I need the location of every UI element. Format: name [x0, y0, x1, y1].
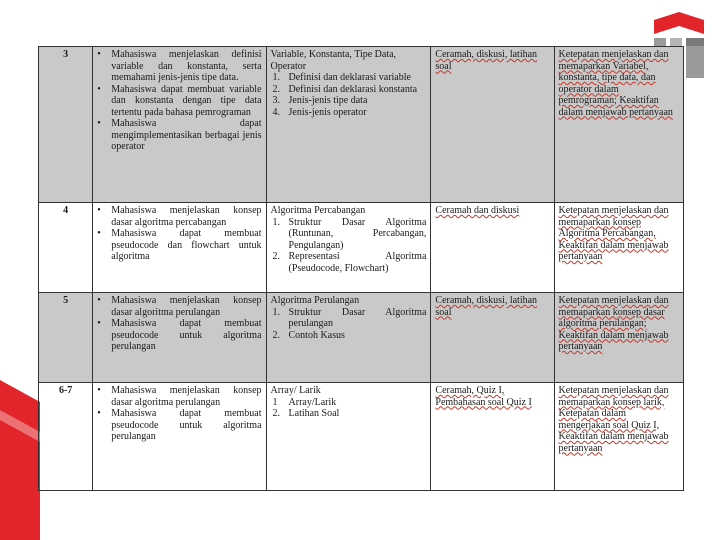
course-plan-table [38, 46, 684, 491]
bullet-icon: • [97, 83, 101, 95]
meeting-number: 3 [39, 47, 93, 203]
list-item [97, 84, 261, 119]
red-corner-decoration [0, 380, 40, 540]
list-item [271, 95, 427, 107]
method-text: Ceramah dan diskusi [435, 205, 520, 216]
item-number: 1 [272, 396, 278, 408]
material-item-text: Jenis-jenis operator [288, 106, 367, 118]
learning-outcome-text: Mahasiswa dapat mengimplementasikan berbagai jenis operator [111, 118, 262, 152]
learning-outcome-text: Mahasiswa menjelaskan konsep dasar algoritma perulangan [111, 385, 262, 408]
list-item [97, 205, 261, 228]
list-item [97, 295, 261, 318]
material-item-text: Struktur Dasar Algoritma (Runtunan, Percabangan, Pengulangan) [288, 216, 427, 251]
learning-outcome-text: Mahasiswa menjelaskan konsep dasar algoritma perulangan [111, 295, 262, 318]
item-number: 2. [272, 251, 281, 262]
list-item [271, 408, 427, 420]
bullet-icon: • [97, 49, 101, 60]
list-item [97, 385, 261, 408]
material-item-text: Array/Larik [288, 396, 337, 408]
method-cell [431, 293, 554, 383]
material-cell [266, 293, 431, 383]
list-item [97, 318, 261, 353]
list-item [97, 118, 261, 153]
bullet-icon: • [97, 295, 101, 306]
material-cell [266, 203, 431, 293]
indicator-text: Ketepatan menjelaskan dan memaparkan konsep dasar algoritma perulangan; Keaktifan dalam menjawab pertanyaan [558, 295, 669, 352]
bullet-icon: • [97, 385, 101, 396]
material-list [271, 217, 427, 275]
learning-outcome-text: Mahasiswa menjelaskan konsep dasar algoritma percabangan [111, 205, 262, 228]
item-number: 1. [272, 306, 281, 318]
learning-outcomes-list [97, 385, 261, 443]
learning-outcomes-list [97, 205, 261, 263]
learning-outcomes-list [97, 295, 261, 353]
material-title: Algoritma Perulangan [270, 295, 360, 306]
bullet-icon: • [97, 228, 101, 239]
list-item [271, 330, 427, 342]
material-list [271, 72, 427, 118]
indicator-cell [554, 203, 683, 293]
list-item [271, 217, 427, 252]
indicator-cell [554, 47, 683, 203]
list-item [271, 251, 427, 274]
material-title: Array/ Larik [270, 385, 321, 396]
learning-outcomes-cell [93, 293, 266, 383]
table-row [39, 203, 684, 293]
learning-outcome-text: Mahasiswa menjelaskan definisi variable dan konstanta, serta memahami jenis-jenis tipe data. [111, 49, 262, 83]
item-number: 2. [272, 408, 281, 419]
list-item [271, 72, 427, 84]
material-item-text: Definisi dan deklarasi konstanta [288, 83, 418, 95]
method-cell [431, 203, 554, 293]
list-item [271, 107, 427, 119]
material-title: Variable, Konstanta, Tipe Data, Operator [270, 49, 397, 72]
list-item [97, 408, 261, 443]
indicator-text: Ketepatan menjelaskan dan memaparkan Variabel, konstanta, tipe data, dan operator dalam pemrograman; Keaktifan dalam menjawab pertanyaan [558, 49, 673, 118]
meeting-number: 5 [39, 293, 93, 383]
material-item-text: Jenis-jenis tipe data [288, 95, 368, 106]
item-number: 2. [272, 329, 281, 341]
list-item [271, 84, 427, 96]
material-list [271, 397, 427, 420]
bullet-icon: • [97, 318, 101, 329]
method-text: Ceramah, diskusi, latihan soal [435, 49, 538, 72]
material-list [271, 307, 427, 342]
learning-outcome-text: Mahasiswa dapat membuat pseudocode dan flowchart untuk algoritma [111, 228, 262, 262]
item-number: 2. [272, 83, 281, 95]
indicator-cell [554, 383, 683, 491]
table-row [39, 293, 684, 383]
learning-outcome-text: Mahasiswa dapat membuat pseudocode untuk algoritma perulangan [111, 318, 262, 352]
learning-outcomes-cell [93, 203, 266, 293]
learning-outcomes-list [97, 49, 261, 153]
indicator-cell [554, 293, 683, 383]
indicator-text: Ketepatan menjelaskan dan memaparkan konsep Algoritma Percabangan, Keaktifan dalam menjawab pertanyaan [558, 205, 669, 262]
bullet-icon: • [97, 205, 101, 216]
material-item-text: Latihan Soal [288, 408, 340, 419]
table-row [39, 383, 684, 491]
list-item [271, 307, 427, 330]
meeting-number: 6-7 [39, 383, 93, 491]
item-number: 3. [272, 95, 281, 106]
table-row [39, 47, 684, 203]
list-item [97, 49, 261, 84]
bullet-icon: • [97, 118, 101, 129]
material-cell [266, 47, 431, 203]
list-item [271, 397, 427, 409]
indicator-text: Ketepatan menjelaskan dan memaparkan konsep larik, Ketepatan dalam mengerjakan soal Quiz I, Keaktifan dalam menjawab pertanyaan [558, 385, 669, 454]
material-item-text: Contoh Kasus [288, 329, 345, 341]
learning-outcome-text: Mahasiswa dapat membuat pseudocode untuk algoritma perulangan [111, 408, 262, 442]
learning-outcome-text: Mahasiswa dapat membuat variable dan konstanta dengan tipe data tertentu pada bahasa pemrograman [111, 83, 262, 118]
material-title: Algoritma Percabangan [270, 205, 366, 216]
method-text: Ceramah, diskusi, latihan soal [435, 295, 538, 318]
material-item-text: Representasi Algoritma (Pseudocode, Flowchart) [288, 251, 427, 274]
item-number: 1. [272, 216, 281, 228]
method-text: Ceramah, Quiz I, Pembahasan soal Quiz I [435, 385, 532, 408]
method-cell [431, 383, 554, 491]
material-cell [266, 383, 431, 491]
learning-outcomes-cell [93, 47, 266, 203]
item-number: 4. [272, 106, 281, 118]
method-cell [431, 47, 554, 203]
material-item-text: Struktur Dasar Algoritma perulangan [288, 306, 427, 329]
material-item-text: Definisi dan deklarasi variable [288, 72, 411, 83]
list-item [97, 228, 261, 263]
meeting-number: 4 [39, 203, 93, 293]
bullet-icon: • [97, 408, 101, 419]
item-number: 1. [272, 72, 281, 83]
learning-outcomes-cell [93, 383, 266, 491]
